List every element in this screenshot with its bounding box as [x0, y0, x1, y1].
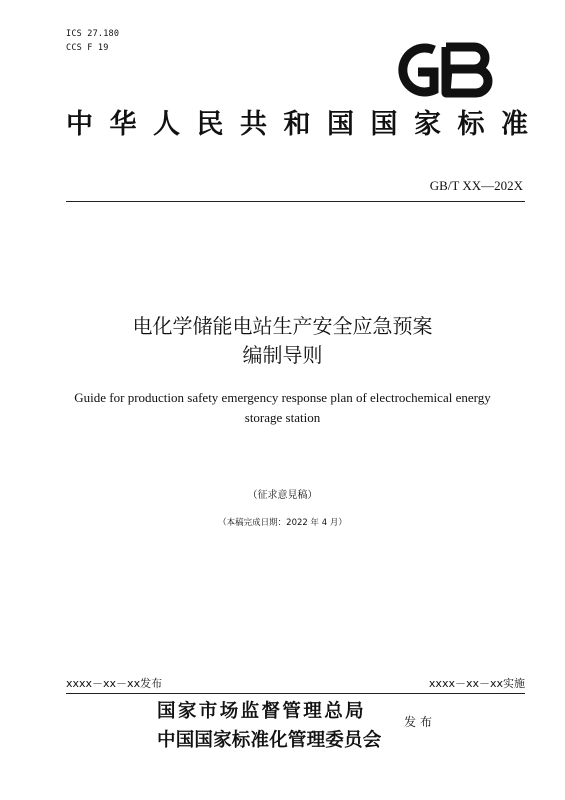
implementation-date: xxxx－xx－xx实施: [428, 677, 525, 690]
national-title-char: 民: [196, 109, 224, 140]
national-standard-title: [66, 108, 528, 142]
standard-number: GB/T XX—202X: [429, 178, 523, 193]
english-title-line-1: Guide for production safety emergency response plan of electrochemical energy: [74, 390, 491, 405]
national-title-char: 标: [457, 109, 485, 140]
national-title-char: 国: [370, 109, 398, 140]
issuing-authority-2: 中国国家标准化管理委员会: [157, 730, 382, 751]
national-title-char: 家: [414, 109, 441, 140]
issuing-authority-1: 国家市场监督管理总局: [157, 701, 367, 722]
chinese-title-line-2: 编制导则: [242, 343, 323, 367]
national-title-char: 和: [283, 109, 311, 140]
header-divider: [66, 201, 525, 202]
publish-label: 发布: [404, 715, 437, 729]
ics-code: ICS 27.180: [66, 29, 120, 39]
chinese-title-line-1: 电化学储能电站生产安全应急预案: [132, 314, 433, 338]
national-title-char: 人: [153, 109, 180, 140]
national-title-char: 共: [240, 109, 267, 140]
draft-completion-date: （本稿完成日期：2022 年 4 月）: [218, 518, 347, 528]
english-title-line-2: storage station: [244, 410, 321, 425]
ccs-code: CCS F 19: [66, 43, 109, 53]
issue-date: xxxx－xx－xx发布: [66, 677, 163, 690]
national-title-char: 华: [109, 109, 137, 140]
national-title-char: 准: [501, 109, 528, 140]
national-title-char: 中: [66, 109, 93, 140]
draft-status: （征求意見稿）: [247, 490, 318, 501]
footer-divider: [66, 693, 525, 694]
gb-logo: [384, 42, 500, 98]
national-title-char: 国: [327, 109, 354, 140]
